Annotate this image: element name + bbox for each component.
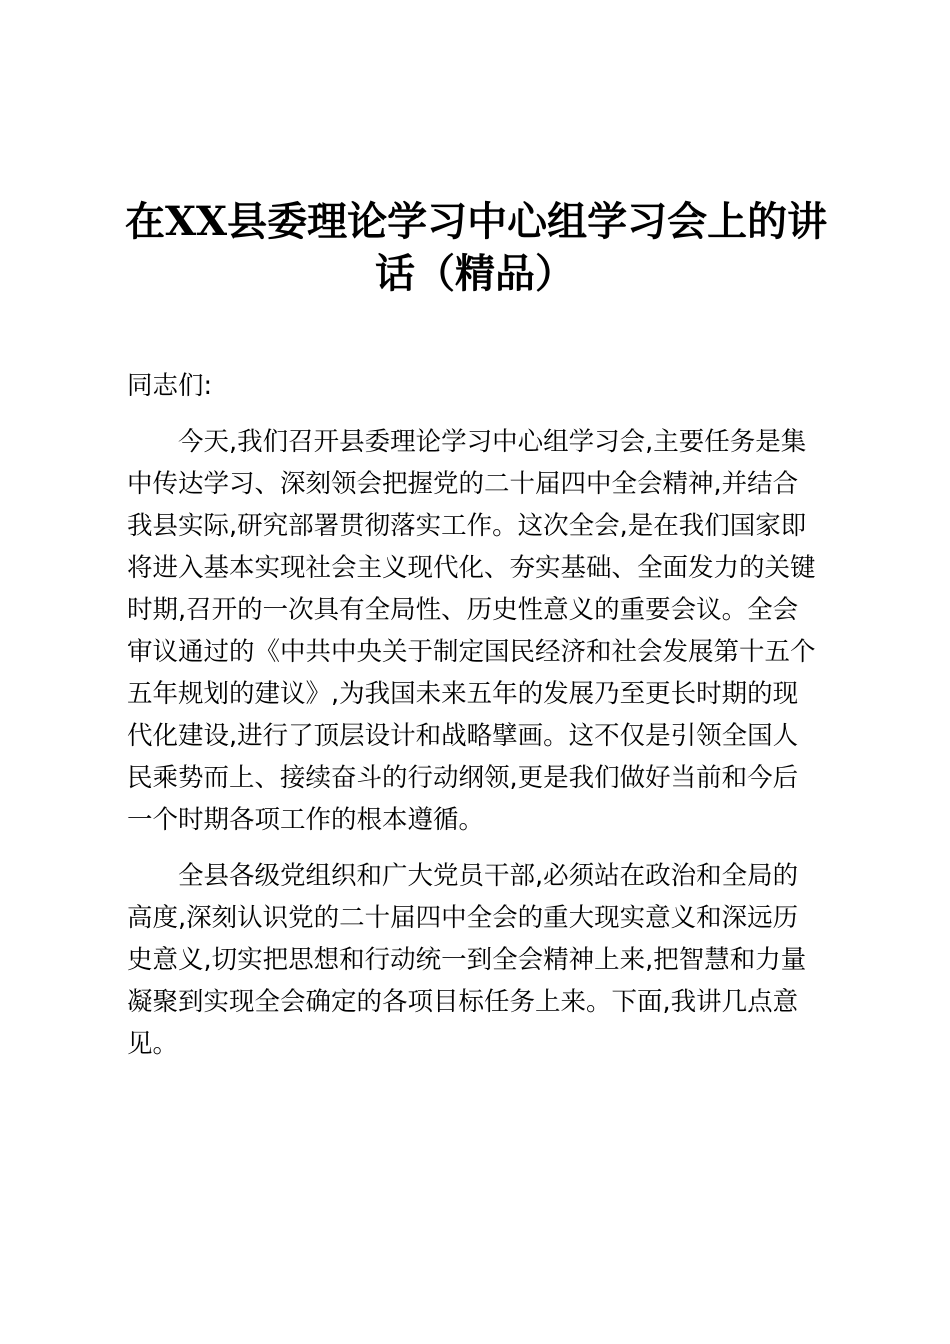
paragraph-1-line: 时期,召开的一次具有全局性、历史性意义的重要会议。全会 <box>127 595 799 625</box>
paragraph-1-line: 五年规划的建议》,为我国未来五年的发展乃至更长时期的现 <box>127 679 799 709</box>
paragraph-1-line: 一个时期各项工作的根本遵循。 <box>127 805 485 835</box>
document-title <box>125 196 828 300</box>
paragraph-2-line: 高度,深刻认识党的二十届四中全会的重大现实意义和深远历 <box>127 903 799 933</box>
paragraph-1-line: 审议通过的《中共中央关于制定国民经济和社会发展第十五个 <box>127 637 816 667</box>
paragraph-1-line: 民乘势而上、接续奋斗的行动纲领,更是我们做好当前和今后 <box>127 763 799 793</box>
paragraph-1-line: 中传达学习、深刻领会把握党的二十届四中全会精神,并结合 <box>127 469 799 499</box>
paragraph-1 <box>127 421 823 841</box>
paragraph-2-line: 凝聚到实现全会确定的各项目标任务上来。下面,我讲几点意 <box>127 987 799 1017</box>
salutation: 同志们: <box>127 371 213 401</box>
paragraph-1-line: 我县实际,研究部署贯彻落实工作。这次全会,是在我们国家即 <box>127 511 807 541</box>
paragraph-1-line: 代化建设,进行了顶层设计和战略擘画。这不仅是引领全国人 <box>127 721 799 751</box>
title-line-1: 在XX县委理论学习中心组学习会上的讲 <box>125 198 828 245</box>
document-body <box>127 365 823 1079</box>
paragraph-2-line: 史意义,切实把思想和行动统一到全会精神上来,把智慧和力量 <box>127 945 807 975</box>
paragraph-2-line: 见。 <box>127 1029 179 1059</box>
paragraph-2 <box>127 855 823 1065</box>
paragraph-1-line: 今天,我们召开县委理论学习中心组学习会,主要任务是集 <box>178 427 807 457</box>
paragraph-2-line: 全县各级党组织和广大党员干部,必须站在政治和全局的 <box>178 861 799 891</box>
paragraph-1-line: 将进入基本实现社会主义现代化、夯实基础、全面发力的关键 <box>127 553 816 583</box>
title-line-2: 话（精品） <box>375 250 575 297</box>
